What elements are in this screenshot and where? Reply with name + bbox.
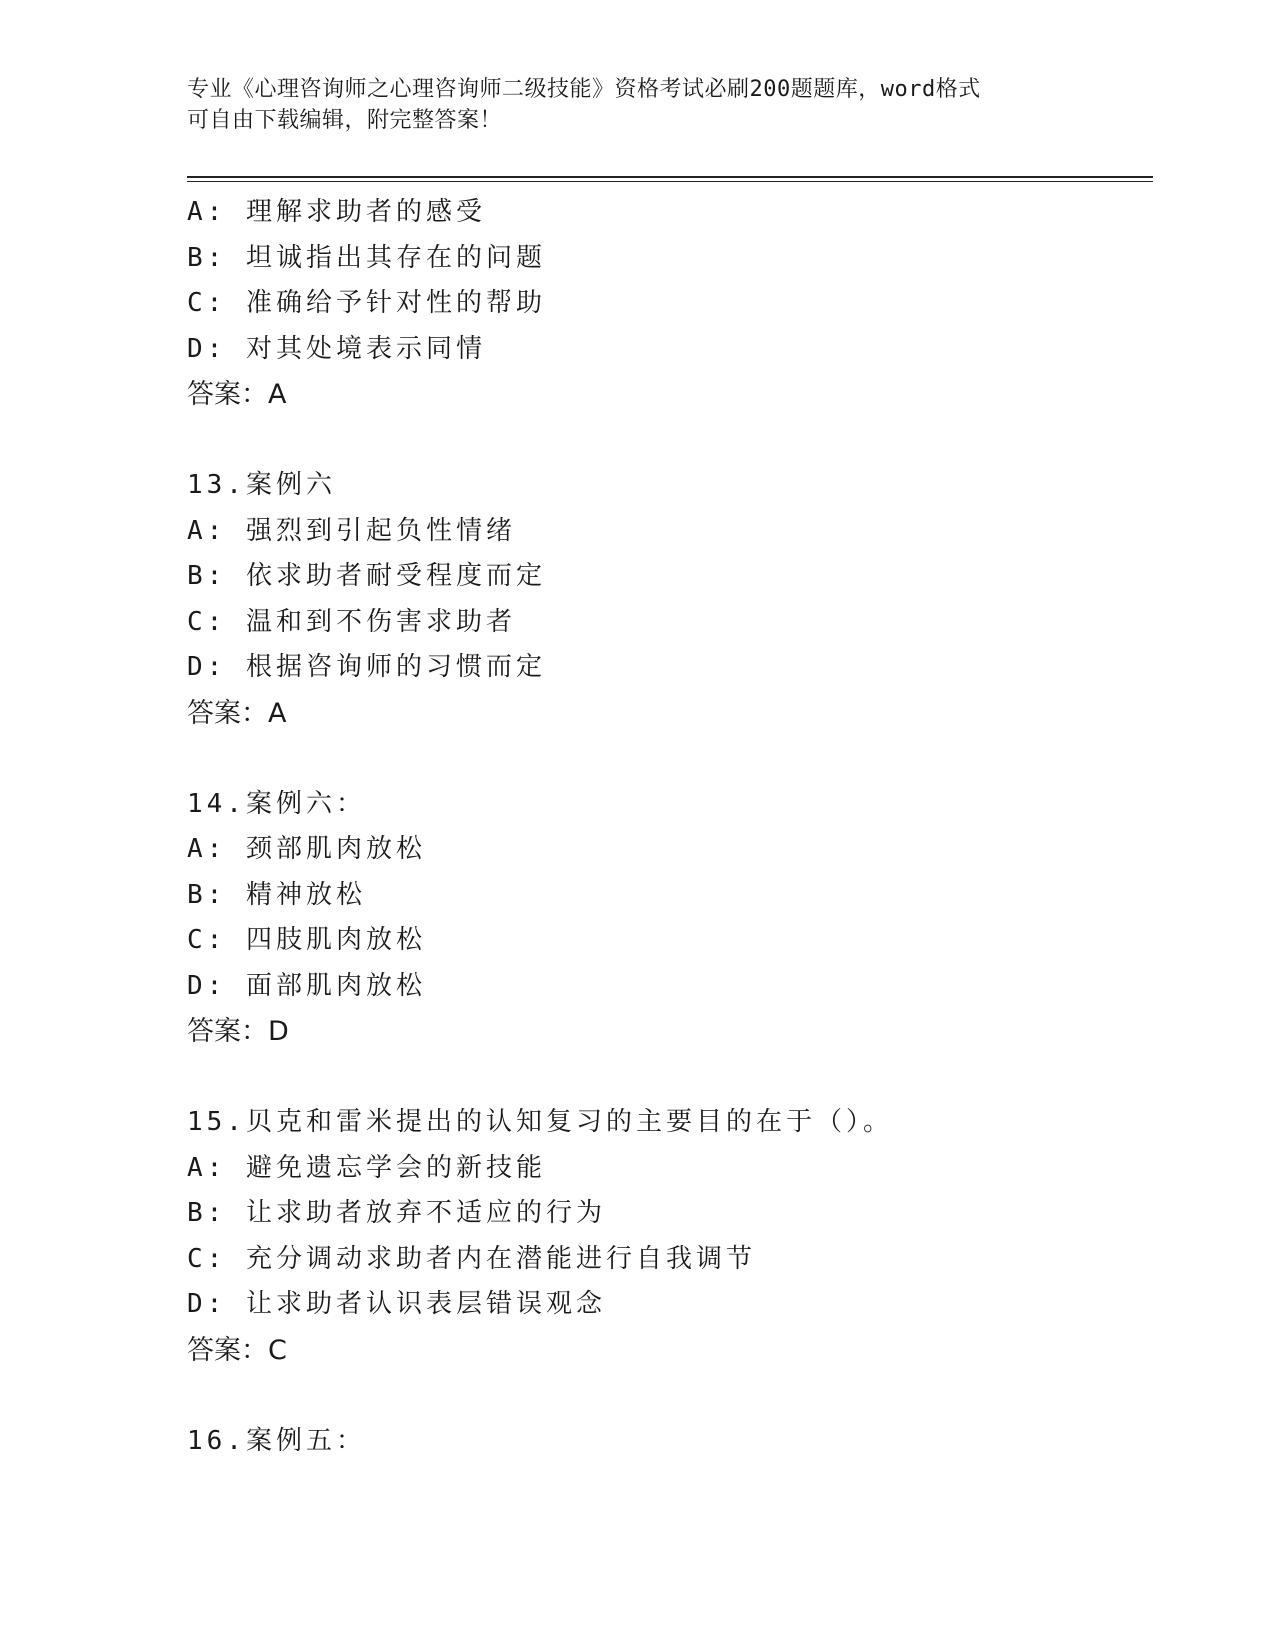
option-b: B: 依求助者耐受程度而定: [187, 561, 546, 591]
question-block: [187, 1100, 1147, 1373]
question-title: 13.案例六: [187, 470, 336, 500]
question-block: [187, 1419, 1147, 1465]
option-b: B: 让求助者放弃不适应的行为: [187, 1198, 606, 1228]
question-title: 15.贝克和雷米提出的认知复习的主要目的在于（）。: [187, 1107, 893, 1137]
answer-line: 答案：A: [187, 697, 287, 729]
option-d: D: 根据咨询师的习惯而定: [187, 652, 546, 682]
option-a: A: 颈部肌肉放松: [187, 834, 426, 864]
header-divider-thick: [187, 176, 1153, 178]
option-c: C: 温和到不伤害求助者: [187, 606, 516, 637]
option-a: A: 强烈到引起负性情绪: [187, 515, 516, 546]
answer-line: 答案：C: [187, 1334, 287, 1366]
option-d: D: 面部肌肉放松: [187, 970, 426, 1001]
header-divider-thin: [187, 181, 1153, 182]
option-d: D: 对其处境表示同情: [187, 333, 486, 364]
option-a: A: 理解求助者的感受: [187, 197, 486, 227]
option-c: C: 四肢肌肉放松: [187, 925, 426, 955]
question-title: 14.案例六：: [187, 788, 366, 819]
answer-line: 答案：D: [187, 1016, 289, 1047]
option-d: D: 让求助者认识表层错误观念: [187, 1289, 606, 1319]
question-block: [187, 463, 1147, 736]
question-block: [187, 782, 1147, 1055]
answer-line: 答案：A: [187, 379, 287, 410]
option-a: A: 避免遗忘学会的新技能: [187, 1152, 546, 1183]
document-header: [187, 74, 1087, 136]
question-block: [187, 190, 1147, 418]
option-c: C: 充分调动求助者内在潜能进行自我调节: [187, 1243, 756, 1274]
question-title: 16.案例五：: [187, 1425, 366, 1456]
option-b: B: 精神放松: [187, 879, 366, 910]
header-line-1: 专业《心理咨询师之心理咨询师二级技能》资格考试必刷200题题库，word格式: [187, 77, 981, 102]
option-c: C: 准确给予针对性的帮助: [187, 288, 546, 318]
question-list: [187, 190, 1147, 1464]
option-b: B: 坦诚指出其存在的问题: [187, 242, 546, 273]
header-line-2: 可自由下载编辑，附完整答案！: [187, 108, 503, 133]
